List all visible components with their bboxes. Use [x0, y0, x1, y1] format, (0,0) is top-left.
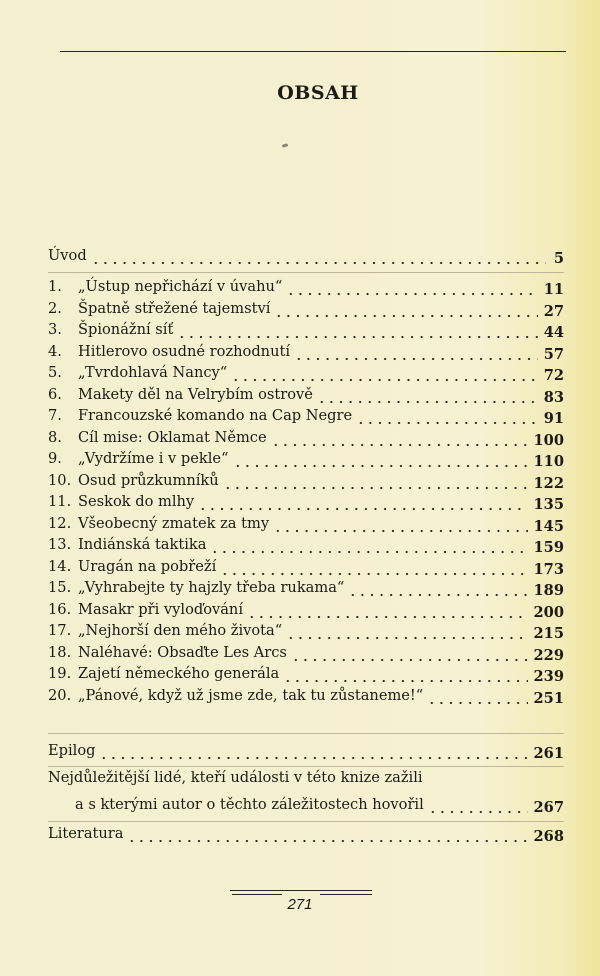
toc-entry-chapter[interactable] [48, 428, 564, 448]
footer-rule [320, 894, 372, 895]
chapter-number: 6. [48, 385, 62, 403]
toc-entry-intro[interactable] [48, 246, 564, 266]
header-rule [60, 51, 566, 52]
divider [48, 821, 564, 822]
entry-page: 11 [543, 281, 564, 298]
dot-leader [273, 514, 527, 534]
toc-entry-chapter[interactable] [48, 342, 564, 362]
entry-page: 251 [533, 689, 564, 707]
dot-leader [198, 492, 527, 512]
entry-page: 83 [543, 388, 564, 406]
dot-leader [220, 557, 527, 577]
dot-leader [317, 385, 538, 405]
entry-page: 110 [533, 453, 564, 470]
chapter-number: 2. [48, 299, 62, 317]
toc-entry-chapter[interactable] [48, 277, 564, 297]
toc-entry-chapter[interactable] [48, 320, 564, 340]
toc-entry-chapter[interactable] [48, 600, 564, 620]
entry-title: Hitlerovo osudné rozhodnutí [78, 342, 290, 360]
entry-title: Indiánská taktika [78, 536, 207, 553]
chapter-number: 16. [48, 600, 72, 618]
entry-page: 57 [543, 345, 564, 363]
entry-page: 267 [533, 799, 564, 816]
dot-leader [286, 621, 527, 641]
dot-leader [356, 406, 538, 426]
entry-page: 189 [533, 582, 564, 599]
chapter-number: 5. [48, 364, 62, 381]
chapter-number: 10. [48, 471, 72, 489]
chapter-number: 17. [48, 622, 72, 639]
toc-entry-chapter[interactable] [48, 363, 564, 383]
entry-title: Úvod [48, 247, 87, 264]
chapter-number: 3. [48, 321, 62, 338]
toc-entry-chapter[interactable] [48, 385, 564, 405]
footer-rule [232, 894, 282, 895]
page-number: 271 [287, 896, 313, 913]
toc-entry-people[interactable] [48, 795, 564, 815]
entry-page: 173 [533, 560, 564, 578]
dot-leader [294, 342, 538, 362]
entry-title: Špionážní síť [78, 321, 174, 338]
entry-title: Francouzské komando na Cap Negre [78, 407, 353, 424]
dot-leader [427, 686, 527, 706]
dot-leader [283, 664, 527, 684]
divider [48, 733, 564, 734]
chapter-number: 4. [48, 342, 62, 360]
entry-title-continued: a s kterými autor o těchto záležitostech hovořil [75, 796, 424, 813]
entry-title: „Vyhrabejte ty hajzly třeba rukama“ [78, 579, 345, 596]
entry-page: 72 [543, 367, 564, 384]
entry-page: 261 [533, 745, 564, 762]
dot-leader [231, 363, 537, 383]
entry-title: Cíl mise: Oklamat Němce [78, 428, 267, 446]
toc-entry-people-line1[interactable] [48, 768, 564, 788]
entry-page: 215 [533, 625, 564, 642]
toc-entry-chapter[interactable] [48, 406, 564, 426]
toc-entry-chapter[interactable] [48, 492, 564, 512]
entry-page: 268 [533, 828, 564, 845]
dot-leader [271, 428, 528, 448]
entry-page: 159 [533, 539, 564, 556]
chapter-number: 8. [48, 428, 62, 446]
divider [48, 766, 564, 767]
entry-title: Uragán na pobřeží [78, 557, 217, 575]
ink-speck [282, 143, 289, 147]
entry-title: Všeobecný zmatek za tmy [78, 514, 270, 532]
entry-title: „Vydržíme i v pekle“ [78, 450, 229, 467]
entry-title: Masakr při vyloďování [78, 600, 243, 618]
entry-page: 5 [553, 250, 564, 267]
chapter-number: 7. [48, 407, 62, 424]
page-title: OBSAH [277, 82, 359, 104]
entry-title: Naléhavé: Obsaďte Les Arcs [78, 643, 287, 661]
entry-title: Literatura [48, 825, 124, 842]
toc-entry-literature[interactable] [48, 824, 564, 844]
dot-leader [291, 643, 528, 663]
entry-page: 229 [533, 646, 564, 664]
chapter-number: 12. [48, 514, 72, 532]
toc-entry-chapter[interactable] [48, 514, 564, 534]
toc-entry-chapter[interactable] [48, 535, 564, 555]
entry-title: Špatně střežené tajemství [78, 299, 271, 317]
dot-leader [177, 320, 537, 340]
entry-page: 91 [543, 410, 564, 427]
divider [48, 272, 564, 273]
chapter-number: 19. [48, 665, 72, 682]
dot-leader [210, 535, 527, 555]
entry-page: 44 [543, 324, 564, 341]
chapter-number: 13. [48, 536, 72, 553]
dot-leader [233, 449, 528, 469]
entry-title: „Ústup nepřichází v úvahu“ [78, 278, 283, 295]
dot-leader [428, 795, 528, 815]
dot-leader [91, 246, 546, 266]
chapter-number: 20. [48, 686, 72, 704]
chapter-number: 11. [48, 493, 72, 510]
toc-entry-chapter[interactable] [48, 643, 564, 663]
toc-entry-chapter[interactable] [48, 449, 564, 469]
chapter-number: 15. [48, 579, 72, 596]
entry-title: „Pánové, když už jsme zde, tak tu zůstaneme!“ [78, 686, 424, 704]
toc-entry-chapter[interactable] [48, 686, 564, 706]
chapter-number: 1. [48, 278, 62, 295]
entry-page: 239 [533, 668, 564, 685]
entry-title: Nejdůležitější lidé, kteří události v této knize zažili [48, 769, 423, 786]
toc-entry-chapter[interactable] [48, 578, 564, 598]
toc-entry-epilog[interactable] [48, 741, 564, 761]
toc-entry-chapter[interactable] [48, 557, 564, 577]
dot-leader [247, 600, 528, 620]
entry-title: Seskok do mlhy [78, 493, 195, 510]
dot-leader [127, 824, 527, 844]
entry-page: 100 [533, 431, 564, 449]
dot-leader [286, 277, 537, 297]
entry-title: Epilog [48, 742, 96, 759]
chapter-number: 14. [48, 557, 72, 575]
dot-leader [99, 741, 527, 761]
entry-page: 200 [533, 603, 564, 621]
toc-entry-chapter[interactable] [48, 621, 564, 641]
footer-rule [230, 890, 372, 891]
entry-title: Zajetí německého generála [78, 665, 280, 682]
dot-leader [348, 578, 527, 598]
entry-title: „Tvrdohlavá Nancy“ [78, 364, 228, 381]
entry-page: 122 [533, 474, 564, 492]
toc-entry-chapter[interactable] [48, 664, 564, 684]
entry-page: 145 [533, 517, 564, 535]
entry-title: Osud průzkumníků [78, 471, 219, 489]
dot-leader [223, 471, 528, 491]
dot-leader [274, 299, 537, 319]
entry-title: „Nejhorší den mého života“ [78, 622, 283, 639]
chapter-number: 18. [48, 643, 72, 661]
toc-entry-chapter[interactable] [48, 299, 564, 319]
entry-page: 27 [543, 302, 564, 320]
entry-title: Makety děl na Velrybím ostrově [78, 385, 313, 403]
entry-page: 135 [533, 496, 564, 513]
toc-entry-chapter[interactable] [48, 471, 564, 491]
chapter-number: 9. [48, 450, 62, 467]
